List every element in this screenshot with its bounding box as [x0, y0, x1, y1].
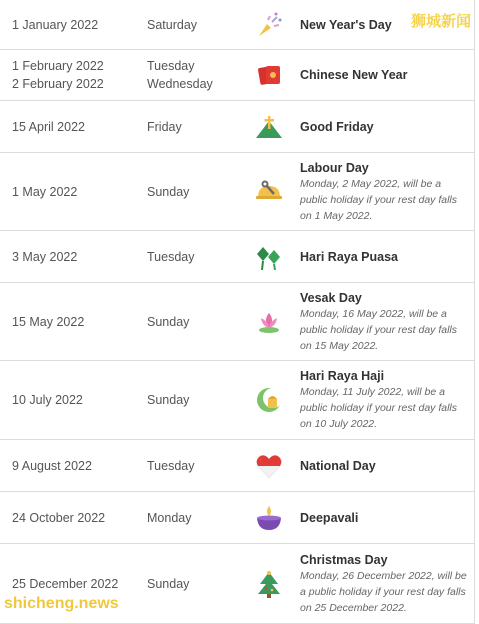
holiday-name: National Day: [300, 458, 376, 473]
date-cell: 10 July 2022: [12, 393, 83, 407]
day-cell: Sunday: [147, 576, 190, 591]
table-row: [0, 283, 474, 361]
table-row: [0, 440, 474, 492]
day-cell: Tuesday: [147, 458, 195, 473]
holiday-name: Hari Raya Haji: [300, 369, 385, 383]
date-cell: 3 May 2022: [12, 249, 78, 264]
red-packet-icon: [254, 60, 284, 90]
day-cell: Sunday: [147, 393, 190, 407]
date-cell: 15 May 2022: [12, 314, 85, 329]
lotus-icon: [254, 307, 284, 337]
holiday-note: Monday, 16 May 2022, will be a public holiday if your rest day falls on 15 May 2022.: [300, 307, 457, 352]
heart-flag-icon: [254, 451, 284, 481]
crescent-mosque-icon: [254, 385, 284, 415]
cross-hill-icon: [254, 112, 284, 142]
day-cell: Tuesday Wednesday: [147, 59, 213, 91]
holiday-name: Labour Day: [300, 160, 369, 175]
date-cell: 25 December 2022: [12, 576, 119, 591]
holiday-name: Good Friday: [300, 119, 374, 134]
holiday-note: Monday, 26 December 2022, will be a public holiday if your rest day falls on 25 December 2022.: [300, 569, 467, 614]
table-row: [0, 0, 474, 50]
day-cell: Sunday: [147, 314, 190, 329]
day-cell: Saturday: [147, 17, 198, 32]
table-row: [0, 153, 474, 231]
holiday-name: New Year's Day: [300, 17, 392, 32]
christmas-tree-icon: [254, 569, 284, 599]
watermark-bottom: shicheng.news: [4, 595, 119, 612]
holiday-name: Christmas Day: [300, 552, 388, 567]
holiday-note: Monday, 11 July 2022, will be a public holiday if your rest day falls on 10 July 2022.: [300, 386, 457, 430]
table-row: [0, 492, 474, 544]
table-row: [0, 50, 474, 101]
day-cell: Monday: [147, 510, 192, 525]
holiday-name: Deepavali: [300, 510, 359, 525]
day-cell: Friday: [147, 119, 182, 134]
day-cell: Sunday: [147, 184, 190, 199]
holiday-note: Monday, 2 May 2022, will be a public holiday if your rest day falls on 1 May 2022.: [300, 177, 457, 222]
hardhat-wrench-icon: [254, 177, 284, 207]
date-cell: 1 May 2022: [12, 184, 78, 199]
date-cell: 1 January 2022: [12, 17, 99, 32]
oil-lamp-icon: [254, 503, 284, 533]
date-cell: 1 February 2022 2 February 2022: [12, 59, 104, 91]
table-row: [0, 231, 474, 283]
date-cell: 24 October 2022: [12, 510, 106, 525]
ketupat-icon: [254, 242, 284, 272]
table-row: [0, 101, 474, 153]
holiday-name: Hari Raya Puasa: [300, 249, 398, 264]
table-row: [0, 361, 474, 440]
date-cell: 9 August 2022: [12, 458, 92, 473]
watermark-top: 狮城新闻: [410, 13, 471, 30]
day-cell: Tuesday: [147, 249, 195, 264]
date-cell: 15 April 2022: [12, 119, 85, 134]
holiday-name: Vesak Day: [300, 290, 362, 305]
holiday-name: Chinese New Year: [300, 68, 408, 82]
party-popper-icon: [254, 10, 284, 40]
